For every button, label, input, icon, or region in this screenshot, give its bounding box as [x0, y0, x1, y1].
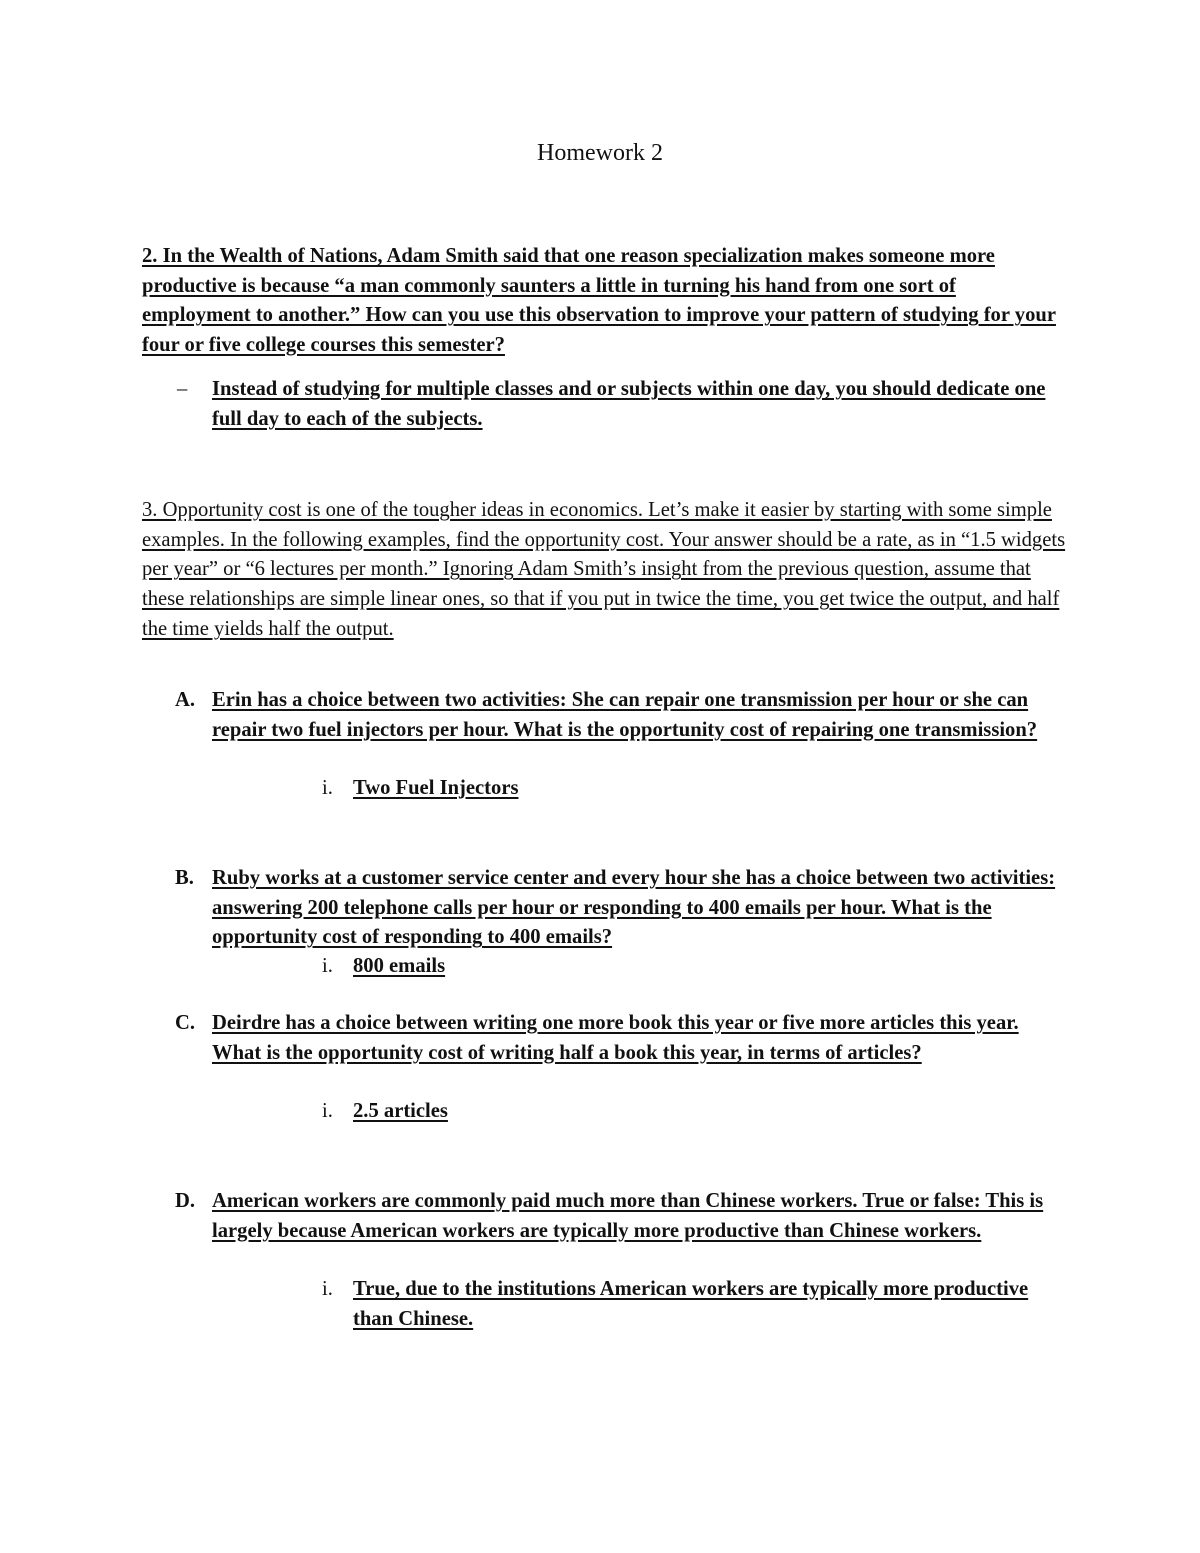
item-text: American workers are commonly paid much more than Chinese workers. True or false: This is largely because American workers are typically more productive than Chinese workers.: [212, 1190, 1044, 1242]
answer-text: 2.5 articles: [353, 1100, 448, 1122]
question-2-text: 2. In the Wealth of Nations, Adam Smith said that one reason specialization makes someone more productive is because “a man commonly saunters a little in turning his hand from one sort of employment to another.” How can you use this observation to improve your pattern of studying for your four or five college courses this semester?: [142, 245, 1056, 357]
answer-text: Two Fuel Injectors: [353, 777, 519, 799]
document-title: Homework 2: [537, 140, 663, 166]
answer-text: 800 emails: [353, 955, 446, 977]
question-2-answer-text: Instead of studying for multiple classes and or subjects within one day, you should dedicate one full day to each of the subjects.: [212, 378, 1046, 430]
item-letter: A.: [175, 689, 196, 711]
question-3-text: 3. Opportunity cost is one of the tougher ideas in economics. Let’s make it easier by starting with some simple examples. In the following examples, find the opportunity cost. Your answer should be a rate, as in “1.5 widgets per year” or “6 lectures per month.” Ignoring Adam Smith’s insight from the previous question, assume that these relationships are simple linear ones, so that if you put in twice the time, you get twice the output, and half the time yields half the output.: [142, 499, 1066, 640]
answer-numeral: i.: [322, 777, 333, 799]
answer-text: True, due to the institutions American workers are typically more productive than Chinese.: [353, 1278, 1029, 1330]
item-letter: B.: [175, 867, 194, 889]
dash-bullet-icon: –: [177, 378, 188, 400]
answer-numeral: i.: [322, 1100, 333, 1122]
answer-numeral: i.: [322, 955, 333, 977]
item-text: Erin has a choice between two activities: She can repair one transmission per hour or she can repair two fuel injectors per hour. What is the opportunity cost of repairing one transmission?: [212, 689, 1038, 741]
item-letter: C.: [175, 1012, 196, 1034]
answer-numeral: i.: [322, 1278, 333, 1300]
item-text: Ruby works at a customer service center and every hour she has a choice between two activities: answering 200 telephone calls per hour or responding to 400 emails per hour. What is the opportunity cost of responding to 400 emails?: [212, 867, 1056, 949]
item-text: Deirdre has a choice between writing one more book this year or five more articles this year. What is the opportunity cost of writing half a book this year, in terms of articles?: [212, 1012, 1019, 1064]
item-letter: D.: [175, 1190, 196, 1212]
